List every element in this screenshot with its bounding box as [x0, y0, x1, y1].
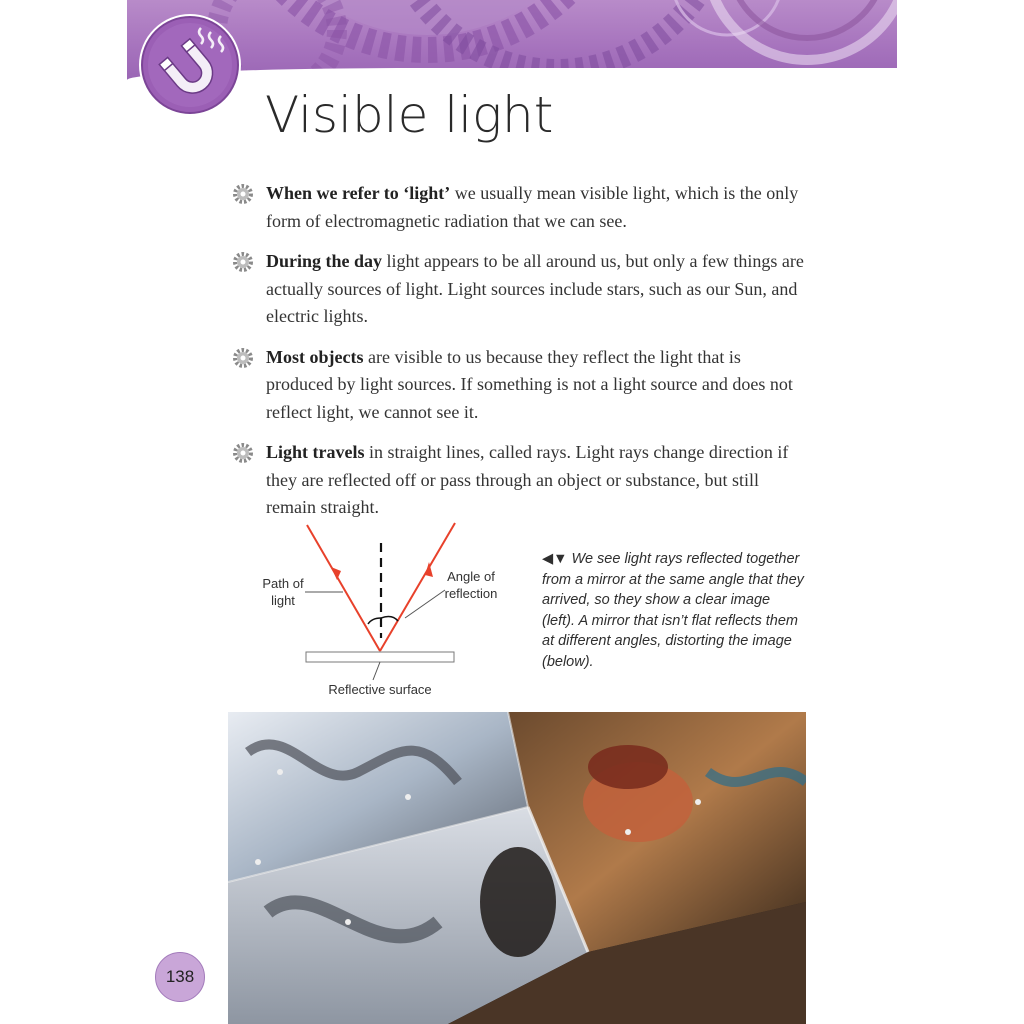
reflective-surface [306, 652, 454, 662]
reflection-diagram [250, 518, 510, 703]
angle-arc [381, 617, 398, 621]
magnet-icon [137, 12, 243, 118]
gear-icon [232, 183, 254, 205]
incident-ray [307, 525, 380, 651]
angle-label: reflection [444, 586, 498, 601]
path-label: light [271, 593, 295, 608]
list-item [230, 180, 810, 235]
bullet-text: we usually mean visible light, which is the only form of electromagnetic radiation that we can see. [266, 183, 799, 231]
incident-arrow [331, 567, 341, 580]
gear-icon [232, 347, 254, 369]
bullet-list [230, 180, 810, 535]
bullet-lead: Light travels [266, 442, 365, 462]
figure-caption: ◀▼ We see light rays reflected together from a mirror at the same angle that they arrived, so they show a clear image (left). A mirror that isn’t flat reflects them at different angles, distorting the image (below). [542, 551, 804, 670]
bullet-text: light appears to be all around us, but only a few things are actually sources of light. Light sources include stars, such as our Sun, and electric lights. [266, 251, 804, 326]
list-item [230, 248, 810, 331]
bullet-lead: When we refer to ‘light’ [266, 183, 451, 203]
bullet-text: in straight lines, called rays. Light rays change direction if they are reflected off or pass through an object or substance, but still remain straight. [266, 442, 789, 517]
angle-label: Angle of [447, 569, 495, 584]
page-title: Visible light [265, 86, 554, 144]
surface-label: Reflective surface [328, 682, 432, 697]
page-number: 138 [155, 952, 205, 1002]
distorted-mirror-photo [228, 712, 806, 1024]
list-item [230, 439, 810, 522]
list-item [230, 344, 810, 427]
path-label: Path of [262, 576, 304, 591]
bullet-text: are visible to us because they reflect the light that is produced by light sources. If something is not a light source and does not reflect light, we cannot see it. [266, 346, 793, 422]
gear-icon [232, 442, 254, 464]
bullet-lead: During the day [266, 251, 383, 271]
gear-icon [232, 251, 254, 273]
bullet-lead: Most objects [266, 346, 364, 367]
